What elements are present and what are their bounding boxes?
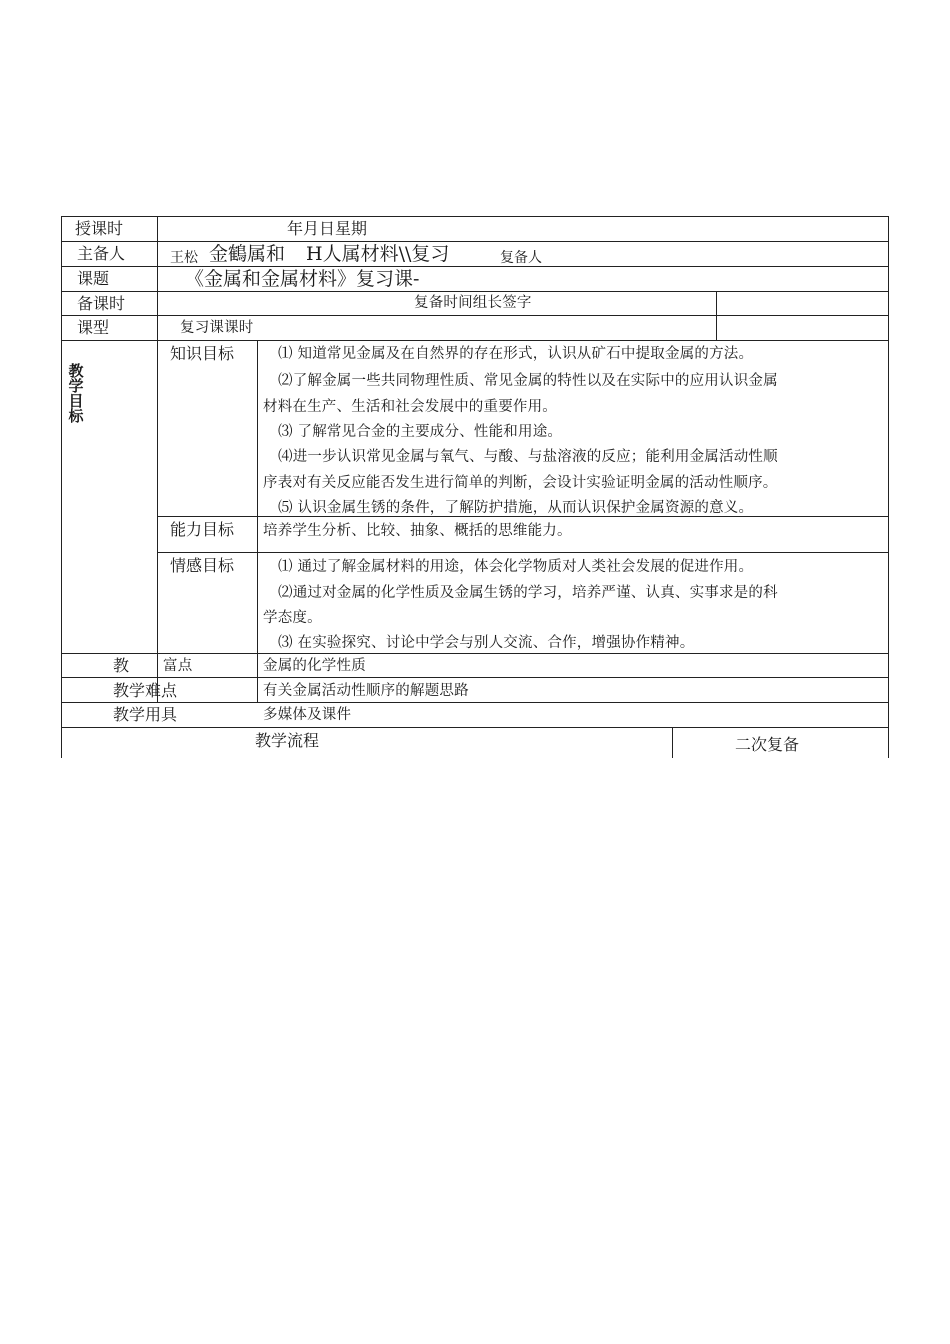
- difficulties-label: 教学难点: [113, 681, 178, 700]
- secondary-prep-header: 二次复备: [735, 735, 800, 754]
- emotion-objective-label: 情感目标: [170, 556, 235, 575]
- knowledge-line-7: ⑸ 认识金属生锈的条件，了解防护措施，从而认识保护金属资源的意义。: [278, 500, 754, 516]
- knowledge-objective-label: 知识目标: [170, 344, 235, 363]
- key-points-value: 金属的化学性质: [263, 658, 366, 674]
- row-divider: [61, 340, 889, 341]
- teaching-flow-header: 教学流程: [255, 731, 320, 750]
- tools-label: 教学用具: [113, 705, 178, 724]
- knowledge-line-2: ⑵了解金属一些共同物理性质、常见金属的特性以及在实际中的应用认识金属: [278, 373, 778, 389]
- objectives-group-label: 教 学 目 标: [68, 362, 84, 425]
- row-divider: [61, 653, 889, 654]
- co-preparer-label: 复备人: [500, 250, 542, 266]
- row-divider: [61, 241, 889, 242]
- table-border: [61, 216, 889, 217]
- knowledge-line-4: ⑶ 了解常见合金的主要成分、性能和用途。: [278, 424, 563, 440]
- teaching-time-value: 年月日星期: [287, 219, 368, 238]
- lesson-type-value: 复习课课时: [180, 320, 254, 336]
- knowledge-line-6: 序表对有关反应能否发生进行简单的判断，会设计实验证明金属的活动性顺序。: [263, 475, 778, 491]
- ability-line-1: 培养学生分析、比较、抽象、概括的思维能力。: [263, 523, 572, 539]
- lesson-type-label: 课型: [77, 318, 110, 337]
- topic-value: 《金属和金属材料》复习课-: [185, 268, 420, 290]
- lead-preparer-name: 王松: [170, 250, 198, 266]
- row-divider: [61, 702, 889, 703]
- knowledge-line-1: ⑴ 知道常见金属及在自然界的存在形式，认识从矿石中提取金属的方法。: [278, 346, 754, 362]
- difficulties-value: 有关金属活动性顺序的解题思路: [263, 683, 469, 699]
- row-divider: [157, 516, 889, 517]
- topic-label: 课题: [77, 269, 110, 288]
- key-points-sublabel: 富点: [163, 658, 193, 674]
- table-border: [61, 216, 62, 758]
- column-divider: [257, 340, 258, 702]
- knowledge-line-3: 材料在生产、生活和社会发展中的重要作用。: [263, 399, 557, 415]
- key-points-label: 教: [113, 656, 130, 675]
- lead-preparer-value-cont: H人属材料\\复习: [306, 243, 450, 265]
- row-divider: [61, 315, 889, 316]
- prep-time-value: 复备时间组长签字: [414, 295, 532, 311]
- column-divider: [157, 216, 158, 702]
- ability-objective-label: 能力目标: [170, 520, 235, 539]
- emotion-line-2: ⑵通过对金属的化学性质及金属生锈的学习，培养严谨、认真、实事求是的科: [278, 585, 778, 601]
- row-divider: [61, 677, 889, 678]
- table-border: [888, 216, 889, 758]
- tools-value: 多媒体及课件: [263, 707, 352, 723]
- row-divider: [61, 266, 889, 267]
- knowledge-line-5: ⑷进一步认识常见金属与氧气、与酸、与盐溶液的反应；能利用金属活动性顺: [278, 449, 778, 465]
- teaching-time-label: 授课时: [75, 219, 124, 238]
- column-divider: [716, 291, 717, 340]
- lead-preparer-value: 金鶴属和: [209, 243, 286, 265]
- row-divider: [61, 727, 889, 728]
- emotion-line-1: ⑴ 通过了解金属材料的用途，体会化学物质对人类社会发展的促进作用。: [278, 559, 754, 575]
- column-divider: [672, 727, 673, 758]
- row-divider: [157, 552, 889, 553]
- emotion-line-3: 学态度。: [263, 610, 322, 626]
- lead-preparer-label: 主备人: [77, 244, 126, 263]
- prep-time-label: 备课时: [77, 294, 126, 313]
- emotion-line-4: ⑶ 在实验探究、讨论中学会与别人交流、合作，增强协作精神。: [278, 635, 695, 651]
- row-divider: [61, 291, 889, 292]
